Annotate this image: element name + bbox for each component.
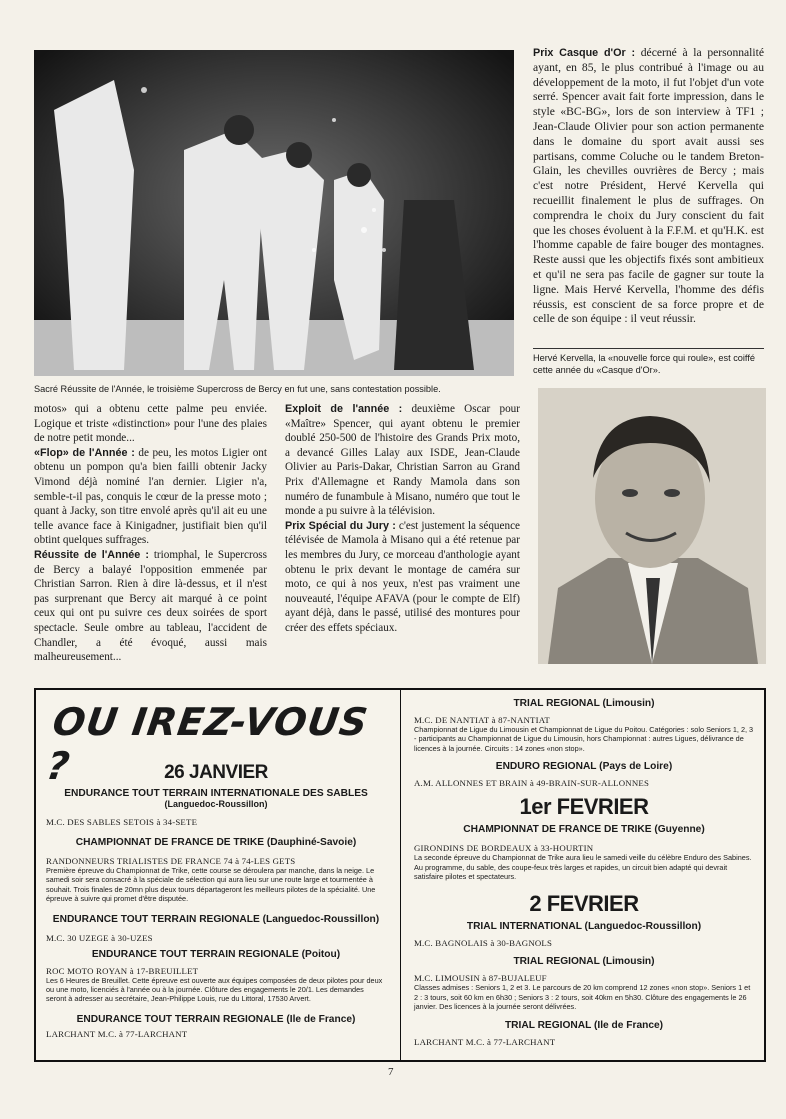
flop-lead: «Flop» de l'Année : (34, 446, 135, 459)
col2-p2: c'est justement la séquence télévisée de Mamola à Misano qui a été retenue par les membres du Jury, ce morceau d'anthologie ayant obtenu le prix devant le montage de caméra sur moto, ce qui à nos yeux, n'est pas vraiment une nouveauté, l'équipe AFAVA (pour le compte de Elf) ayant déjà, dans le passé, utilisé des montures pour créer des effets spéciaux. (285, 519, 521, 634)
event-head: TRIAL REGIONAL (Limousin) (513, 698, 655, 709)
event-head: ENDURANCE TOUT TERRAIN REGIONALE (Languedoc-Roussillon) (52, 913, 380, 925)
prix-special-lead: Prix Spécial du Jury : (285, 519, 396, 532)
page-number: 7 (388, 1066, 394, 1078)
event-club: ROC MOTO ROYAN à 17-BREUILLET (46, 965, 199, 976)
event-head: TRIAL REGIONAL (Ile de France) (504, 1019, 664, 1031)
event-club: M.C. DES SABLES SETOIS à 34-SETE (46, 817, 198, 827)
event-desc: La seconde épreuve du Championnat de Trike aura lieu le samedi veille du célèbre Enduro des Sabines. Au programme, du sable, des coupe-feux très larges et rapides, un circuit bien adapté qui devrait satisfaire pilotes et spectateurs. (414, 853, 752, 882)
event-club: RANDONNEURS TRIALISTES DE FRANCE 74 à 74-LES GETS (46, 856, 296, 866)
agenda-title: OU IREZ-VOUS ? (43, 700, 371, 788)
event-desc: Première épreuve du Championnat de Trike, cette course se déroulera par manche, dans la neige. Le samedi soir sera consacré à la spéciale de sélection qui aura lieu sur une route large et tourmentée à souhait. Trois finales de 20mn plus deux tours départageront les meilleurs pilotes de la spécialité. Une épreuve à suivre qui promet d'être disputée. (46, 866, 376, 904)
col2-p1: deuxième Oscar pour «Maître» Spencer, qui ayant obtenu le premier doublé 250-500 de l'histoire des Grands Prix moto, a devancé Gilles Lalay aux ISDE, Jean-Claude Olivier au Paris-Dakar, Christian Sarron au Grand Prix d'Allemagne et Randy Mamola dans son numéro de funambule à Misano, numéro que tout le monde a pu suivre à la télévision. (285, 403, 520, 518)
event-club: M.C. LIMOUSIN à 87-BUJALEUF (414, 973, 547, 984)
event-head: CHAMPIONNAT DE FRANCE DE TRIKE (Dauphiné-Savoie) (75, 837, 357, 848)
date-1er-fevrier: 1er FEVRIER (519, 794, 649, 820)
event-club: M.C. DE NANTIAT à 87-NANTIAT (414, 715, 550, 725)
event-club: M.C. 30 UZEGE à 30-UZES (46, 932, 153, 943)
agenda-box (34, 688, 766, 1062)
casque-lead: Prix Casque d'Or : (533, 47, 636, 59)
event-club: LARCHANT M.C. à 77-LARCHANT (414, 1036, 556, 1047)
reussite-lead: Réussite de l'Année : (34, 548, 149, 561)
event-head: ENDURANCE TOUT TERRAIN REGIONALE (Ile de France) (76, 1013, 356, 1025)
col1-p2: de peu, les motos Ligier ont obtenu un pompon qu'a bien failli obtenir Jacky Vimond déjà nominé l'an dernier. Ligier n'a, semble-t-il pas, conquis le cœur de la presse moto ; quant à Jacky, son titre envolé après qu'il ait eu une telle avance face à Kinigadner, justifiait bien qu'il obtint quelques suffrages. (34, 446, 268, 547)
event-club: GIRONDINS DE BORDEAUX à 33-HOURTIN (414, 843, 594, 854)
event-region: (Languedoc-Roussillon) (164, 799, 268, 809)
article-col1 (34, 402, 267, 665)
exploit-lead: Exploit de l'année : (285, 403, 403, 415)
casque-dor-text (533, 46, 764, 327)
event-head: ENDURO REGIONAL (Pays de Loire) (495, 761, 673, 773)
event-head: TRIAL INTERNATIONAL (Languedoc-Roussillon) (466, 921, 702, 933)
kervella-portrait-photo (538, 388, 766, 664)
rule (533, 348, 764, 349)
event-head: TRIAL REGIONAL (Limousin) (513, 956, 655, 968)
event-head: ENDURANCE TOUT TERRAIN INTERNATIONALE DES SABLES (64, 788, 368, 799)
article-col2 (285, 402, 520, 636)
casque-body: décerné à la personnalité ayant, en 85, le plus contribué à l'image ou au développement de la moto, il fut l'objet d'un vote serré. Spencer avait fait forte impression, dans le style «BC-BG», lors de son interview à TF1 ; Jean-Claude Olivier pour son action permanente dans le domaine du sport avait aussi ses partisans, comme Coluche ou le tandem Breton-Glain, les chevilles ouvrières de Bercy ; mais c'est notre Président, Hervé Kervella qui recueillit finalement le plus de suffrages. On comprendra le choix du Jury conscient du fait que les choses évoluent à la F.F.M. et qu'H.K. est l'homme capable de faire bouger des montagnes. Reste aussi que les objectifs fixés sont ambitieux et qu'il ne sera pas facile de gagner sur toute la ligne. Mais Hervé Kervella, l'homme des défis réussis, est conscient de sa force propre et de celle de son équipe : il veut réussir. (533, 46, 764, 326)
date-2-fevrier: 2 FEVRIER (529, 891, 639, 917)
supercross-photo (34, 50, 514, 376)
event-club: A.M. ALLONNES ET BRAIN à 49-BRAIN-SUR-ALLONNES (414, 778, 650, 789)
col1-p1: motos» qui a obtenu cette palme peu enviée. Logique et triste «distinction» pour l'une des plaies de notre petit monde... (34, 403, 267, 445)
photo1-caption: Sacré Réussite de l'Année, le troisième Supercross de Bercy en fut une, sans contestation possible. (34, 384, 441, 394)
event-desc: Championnat de Ligue du Limousin et Championnat de Ligue du Poitou. Catégories : solo Seniors 1, 2, 3 - participants au Championnat de Ligue du Limousin, hors Championnat : autres Ligues, délivrance de licences à la journée. Circuits : 14 zones «non stop». (414, 725, 754, 753)
event-club: LARCHANT M.C. à 77-LARCHANT (46, 1028, 188, 1039)
agenda-right (414, 698, 754, 1047)
event-desc: Les 6 Heures de Breuillet. Cette épreuve est ouverte aux équipes composées de deux pilotes pour deux ou une moto, licenciés à l'année ou à la journée. Clôture des engagements le 20/1. Les demandes seront à adresser au secrétaire, Jean-Philippe Louis, rue du Littoral, 17530 Arvert. (46, 975, 383, 1004)
event-club: M.C. BAGNOLAIS à 30-BAGNOLS (414, 938, 553, 949)
agenda-left (46, 762, 386, 1039)
photo2-caption: Hervé Kervella, la «nouvelle force qui roule», est coiffé cette année du «Casque d'Or». (533, 353, 755, 375)
event-desc: Classes admises : Seniors 1, 2 et 3. Le parcours de 20 km comprend 12 zones «non stop». Seniors 1 et 2 : 3 tours, soit 60 km en 6h30 ; Seniors 3 : 2 tours, soit 40km en 5h30. Clôture des engagements le 26 janvier. Des licences à la journée seront délivrées. (414, 983, 751, 1012)
date-26-janvier: 26 JANVIER (164, 762, 268, 783)
agenda-divider (400, 690, 401, 1060)
col1-p3: triomphal, le Supercross de Bercy a balayé l'opposition emmenée par Christian Sarron. Rien à dire là-dessus, et il n'est pas surprenant que Bercy ait marqué à ce point ceux qui ont pu suivre ces deux soirées de sport spectacle. Seule ombre au tableau, l'accident de Chandler, a été évoqué, aussi mais malheureusement... (34, 548, 267, 664)
event-head: CHAMPIONNAT DE FRANCE DE TRIKE (Guyenne) (463, 824, 705, 836)
event-head: ENDURANCE TOUT TERRAIN REGIONALE (Poitou) (91, 948, 341, 960)
